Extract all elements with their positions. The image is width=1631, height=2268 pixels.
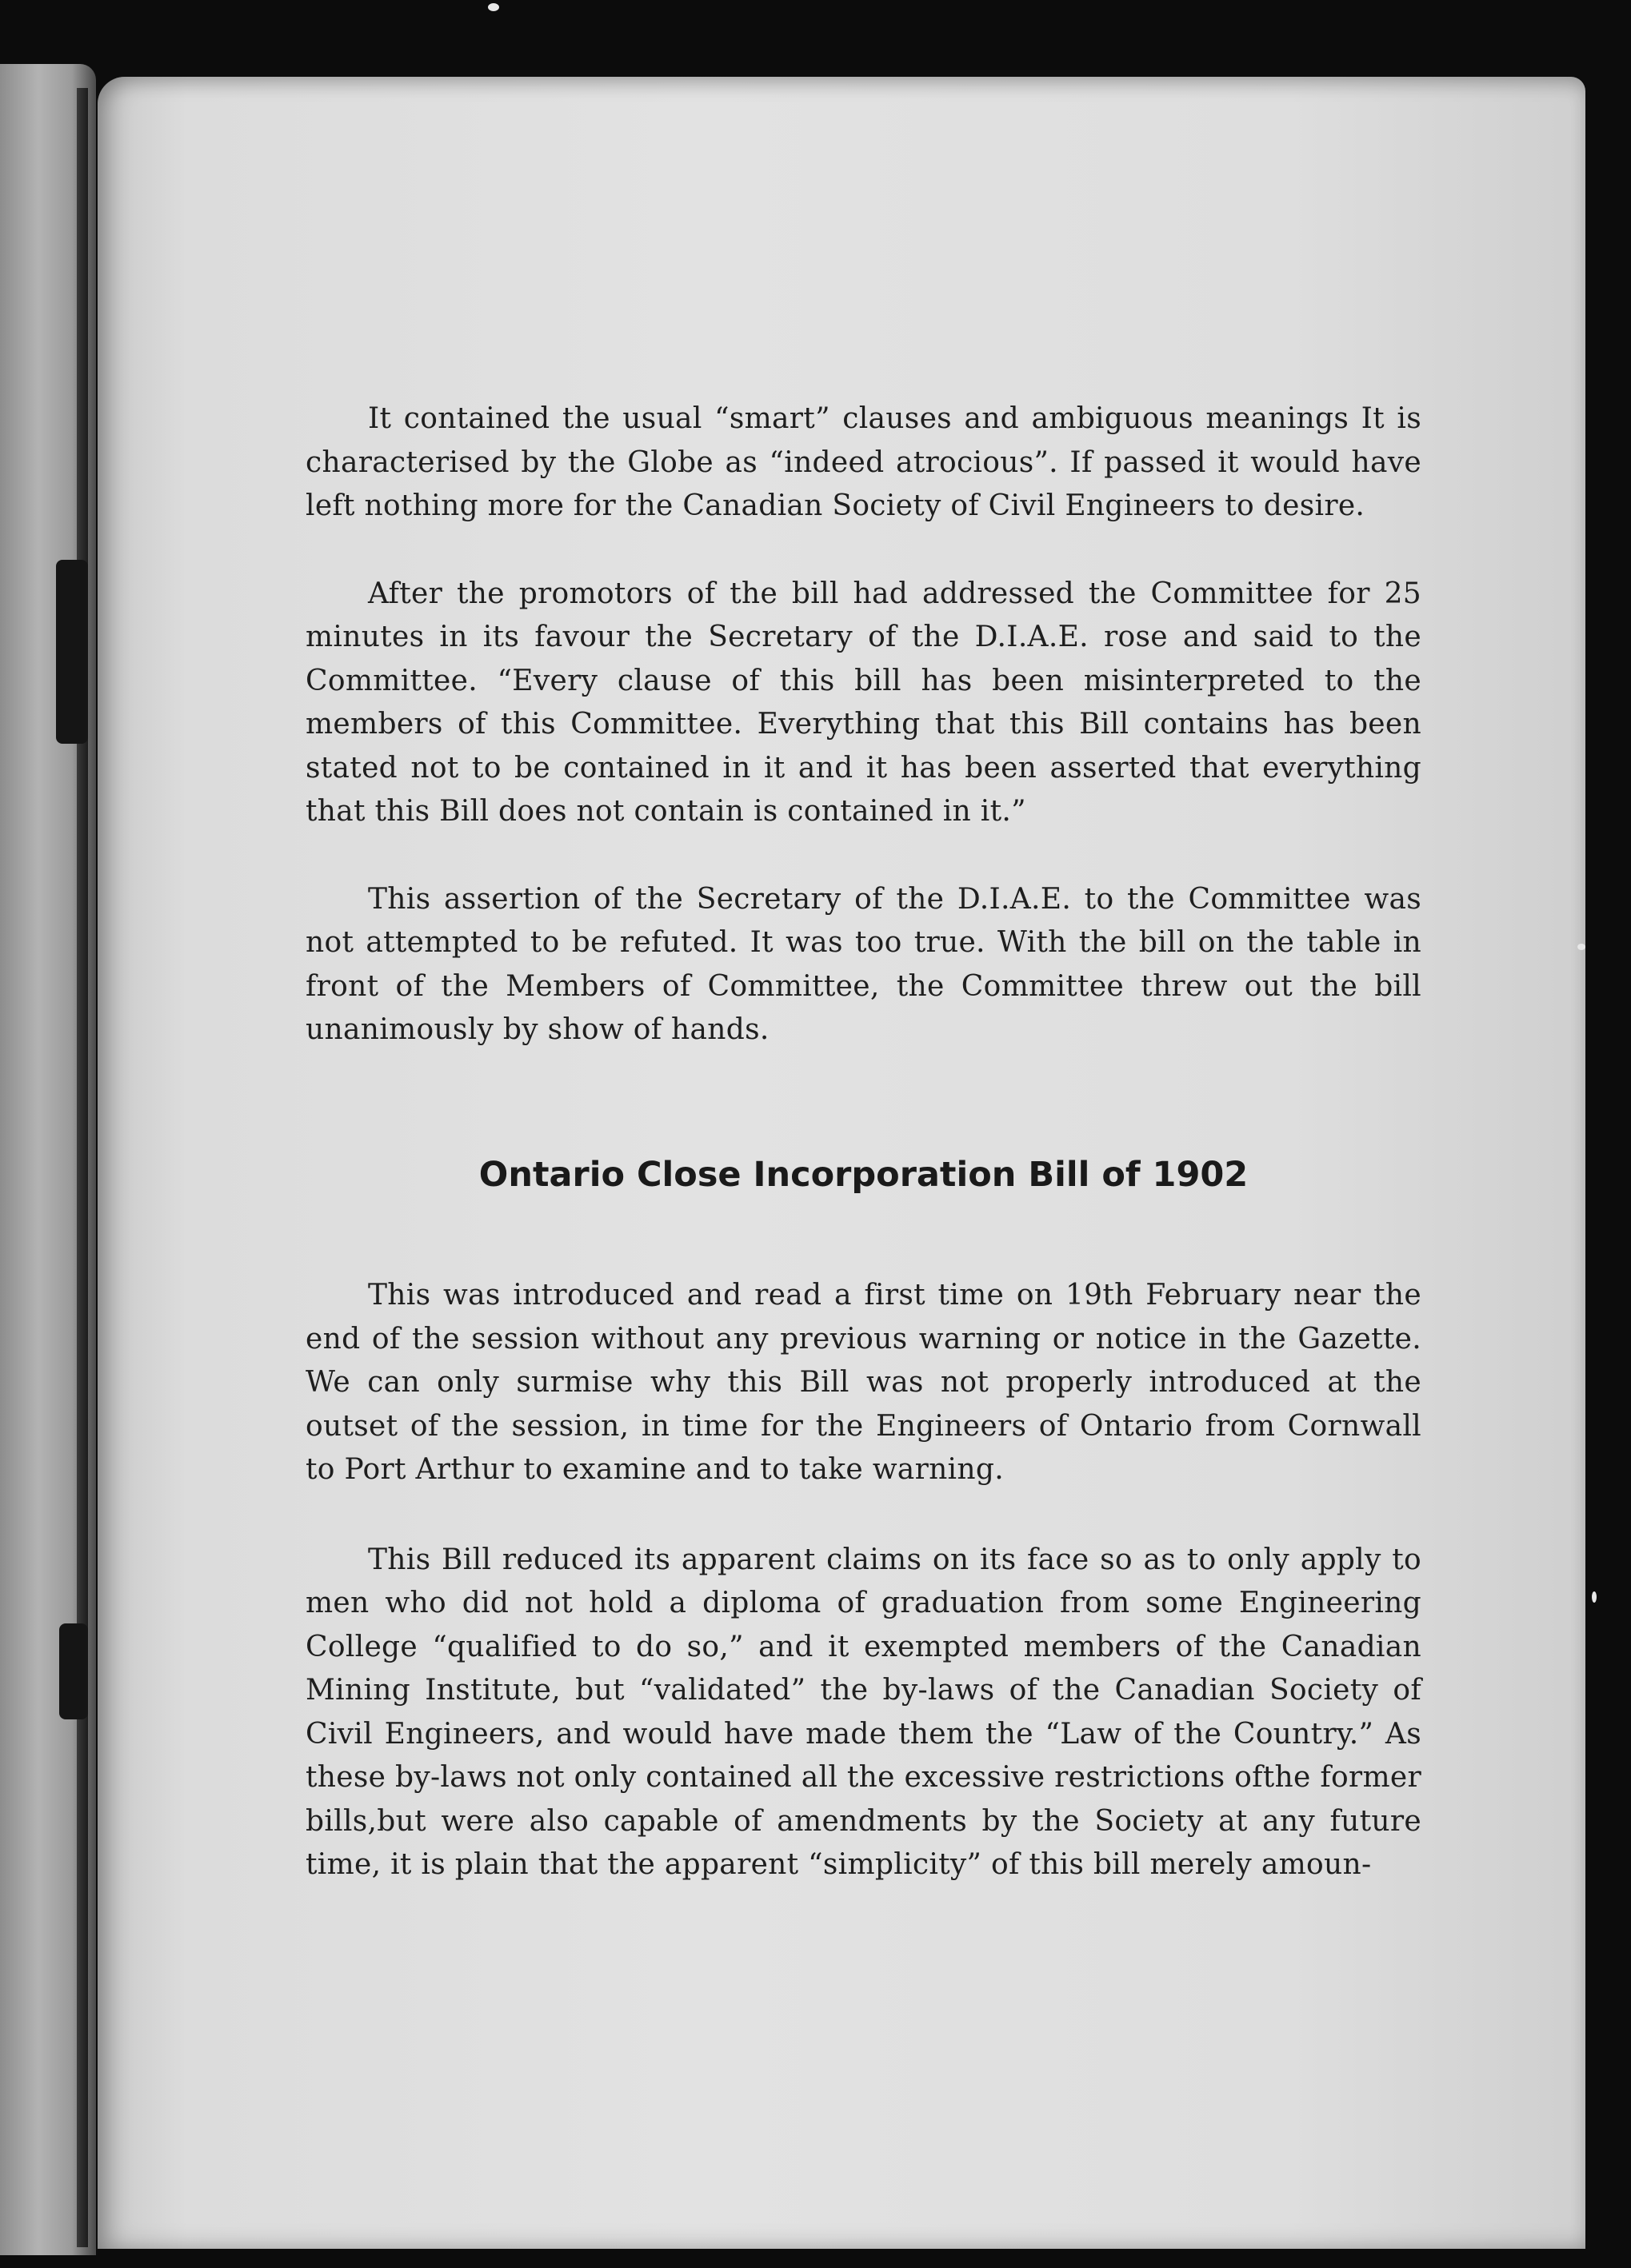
paragraph: After the promotors of the bill had addressed the Committee for 25 minutes in its favour the Secretary of the D.I.A.E. rose and said to the Committee. “Every clause of this bill has been misinterpreted to the members of this Committee. Everything that this Bill contains has been stated not to be contained in it and it has been asserted that everything that this Bill does not contain is contained in it.” <box>306 577 1421 828</box>
paragraph: This assertion of the Secretary of the D.I.A.E. to the Committee was not attempted to be refuted. It was too true. With the bill on the table in front of the Members of Committee, the Committee threw out the bill unanimously by show of hands. <box>306 882 1421 1046</box>
binding-tear <box>59 1623 88 1719</box>
body-section-one <box>306 397 1421 1052</box>
paragraph: It contained the usual “smart” clauses and ambiguous meanings It is characterised by the Globe as “indeed atrocious”. If passed it would have left nothing more for the Canadian Society of Civil Engineers to desire. <box>306 402 1421 522</box>
section-heading: Ontario Close Incorporation Bill of 1902 <box>478 1155 1249 1195</box>
paragraph: This Bill reduced its apparent claims on its face so as to only apply to men who did not hold a diploma of graduation from some Engineering College “qualified to do so,” and it exempted members of the Canadian Mining Institute, but “validated” the by-laws of the Canadian Society of Civil Engineers, and would have made them the “Law of the Country.” As these by-laws not only contained all the excessive restrictions ofthe former bills,but were also capable of amendments by the Society at any future time, it is plain that the apparent “simplicity” of this bill merely amoun- <box>306 1543 1421 1881</box>
binding-tear <box>56 560 88 744</box>
scan-speck <box>488 3 499 11</box>
paragraph: This was introduced and read a first time on 19th February near the end of the session without any previous warning or notice in the Gazette. We can only surmise why this Bill was not properly introduced at the outset of the session, in time for the Engineers of Ontario from Cornwall to Port Arthur to examine and to take warning. <box>306 1279 1421 1486</box>
body-section-two <box>306 1274 1421 1887</box>
scan-speck <box>1592 1591 1597 1603</box>
binding-gutter <box>77 88 88 2247</box>
scan-speck <box>1577 944 1585 950</box>
